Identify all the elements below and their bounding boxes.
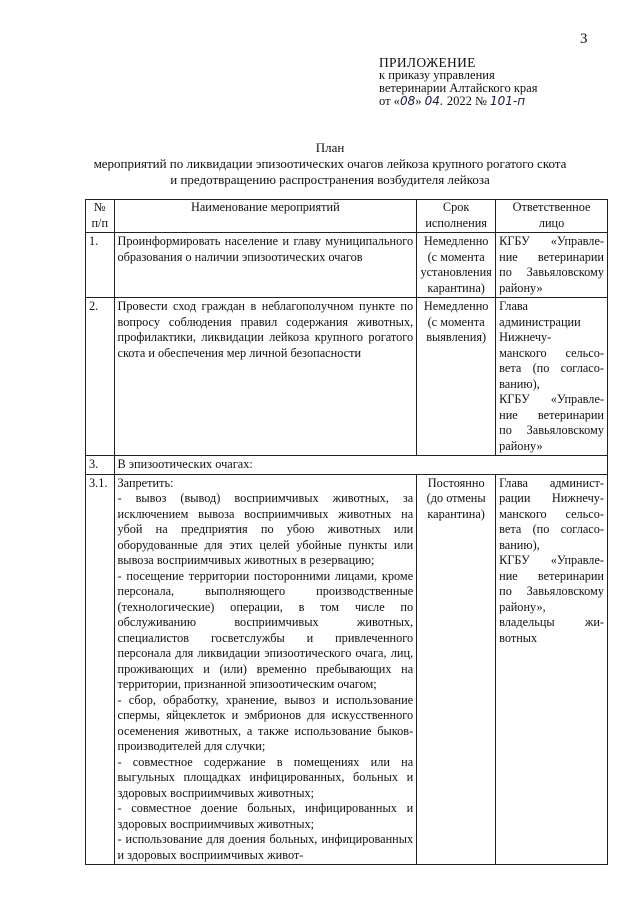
row-term: Немедленно (с момента установления карантина) [417,233,496,298]
name-line: - совместное доение больных, инфицированных и здоровых восприимчивых животных; [117,801,414,831]
appendix-title: ПРИЛОЖЕНИЕ [379,55,476,70]
appendix-line-1: к приказу управления [379,68,495,82]
page-number: 3 [580,31,588,47]
title-line-3: и предотвращению распространения возбудителя лейкоза [170,172,490,187]
row-name [114,474,417,865]
header-resp: Ответственное лицо [496,200,608,233]
order-number: 101-п [490,94,526,108]
row-resp: Глава администрации Нижнечу- манского сельсо- вета (по согласо- ванию), КГБУ «Управле- ние ветеринарии по Завьяловскому району» [496,298,608,456]
table-row [86,474,608,865]
name-line: - посещение территории посторонними лицами, кроме персонала, выполняющего производственные (технологические) операции, в том числе по обслуживанию восприимчивых животных, специалистов госветслужбы и привлеченного персонала для ликвидации эпизоотического очага, лиц, проживающих и (или) временно пребывающих на территории, признанной эпизоотическим очагом; [117,568,414,691]
table-row [86,456,608,475]
appendix-block [379,56,537,108]
table-row [86,233,608,298]
row-term: Постоянно (до отмены карантина) [417,474,496,865]
plan-table [85,199,608,865]
row-name: Проинформировать население и главу муниципального образования о наличии эпизоотических очагов [114,233,417,298]
header-name: Наименование мероприятий [114,200,417,233]
row-resp: КГБУ «Управле- ние ветеринарии по Завьяловскому району» [496,233,608,298]
header-num: № п/п [86,200,115,233]
order-prefix: от « [379,94,400,108]
row-resp: Глава админист- рации Нижнечу- манского сельсо- вета (по согласо- ванию), КГБУ «Управле- ние ветеринарии по Завьяловскому району», владельцы жи- вотных [496,474,608,865]
row-term: Немедленно (с момента выявления) [417,298,496,456]
row-num: 3. [86,456,115,475]
header-term: Срок исполнения [417,200,496,233]
document-title [40,140,620,188]
title-line-1: План [315,140,345,155]
row-name: Провести сход граждан в неблагополучном пункте по вопросу соблюдения правил содержания животных, профилактики, ликвидации лейкоза крупного рогатого скота и обеспечения мер личной безопасности [114,298,417,456]
order-day: 08 [399,94,416,108]
table-header-row [86,200,608,233]
order-date-line [379,95,537,108]
order-year: 2022 № [443,94,487,108]
row-name: В эпизоотических очагах: [114,456,608,475]
title-line-2: мероприятий по ликвидации эпизоотических очагов лейкоза крупного рогатого скота [93,156,567,171]
order-month: 04. [424,94,444,108]
table-row [86,298,608,456]
name-line: - использование для доения больных, инфицированных и здоровых восприимчивых живот- [117,832,414,862]
name-line: - совместное содержание в помещениях или на выгульных площадках инфицированных, больных и здоровых восприимчивых животных; [117,754,414,800]
row-num: 3.1. [86,474,115,865]
order-mid: » [415,94,425,108]
row-num: 2. [86,298,115,456]
name-line: Запретить: [117,475,174,490]
name-line: - сбор, обработку, хранение, вывоз и использование спермы, яйцеклеток и эмбрионов для искусственного осеменения животных, а также использование быков-производителей для случки; [117,692,414,753]
row-num: 1. [86,233,115,298]
appendix-line-2: ветеринарии Алтайского края [379,81,538,95]
name-line: - вывоз (вывод) восприимчивых животных, за исключением вывоза восприимчивых животных на убой на предприятия по убою животных или оборудованные для этих целей убойные пункты или вывоза восприимчивых животных в резервацию; [117,491,414,567]
